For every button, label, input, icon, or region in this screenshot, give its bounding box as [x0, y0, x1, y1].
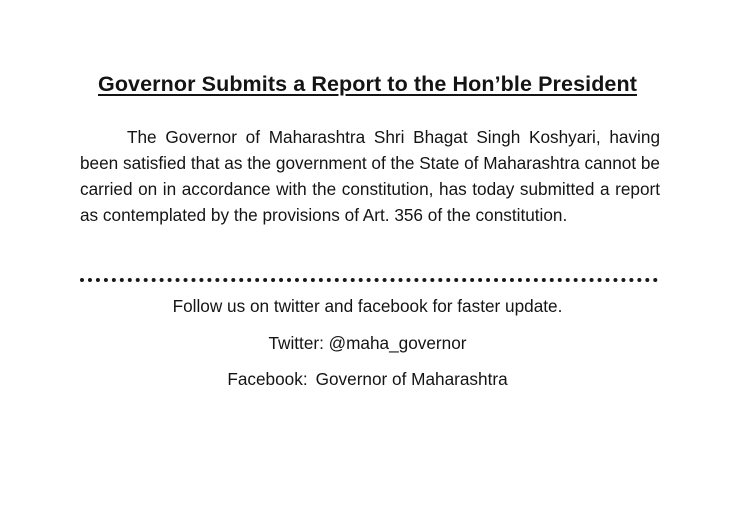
document-body: The Governor of Maharashtra Shri Bhagat Singh Koshyari, having been satisfied that as the government of the State of Maharashtra cannot be carried on in accordance with the constitution, has today submitted a report as contemplated by the provisions of Art. 356 of the constitution.: [80, 127, 660, 225]
twitter-line: [0, 333, 735, 354]
facebook-label: Facebook:: [227, 369, 308, 389]
facebook-line: [0, 369, 735, 390]
facebook-name: Governor of Maharashtra: [315, 369, 508, 389]
follow-us-text: Follow us on twitter and facebook for faster update.: [172, 296, 563, 316]
twitter-handle: @maha_governor: [328, 333, 467, 353]
document-title: Governor Submits a Report to the Hon’ble President: [98, 72, 637, 96]
dotted-divider: [80, 278, 658, 282]
twitter-label: Twitter:: [268, 333, 324, 353]
